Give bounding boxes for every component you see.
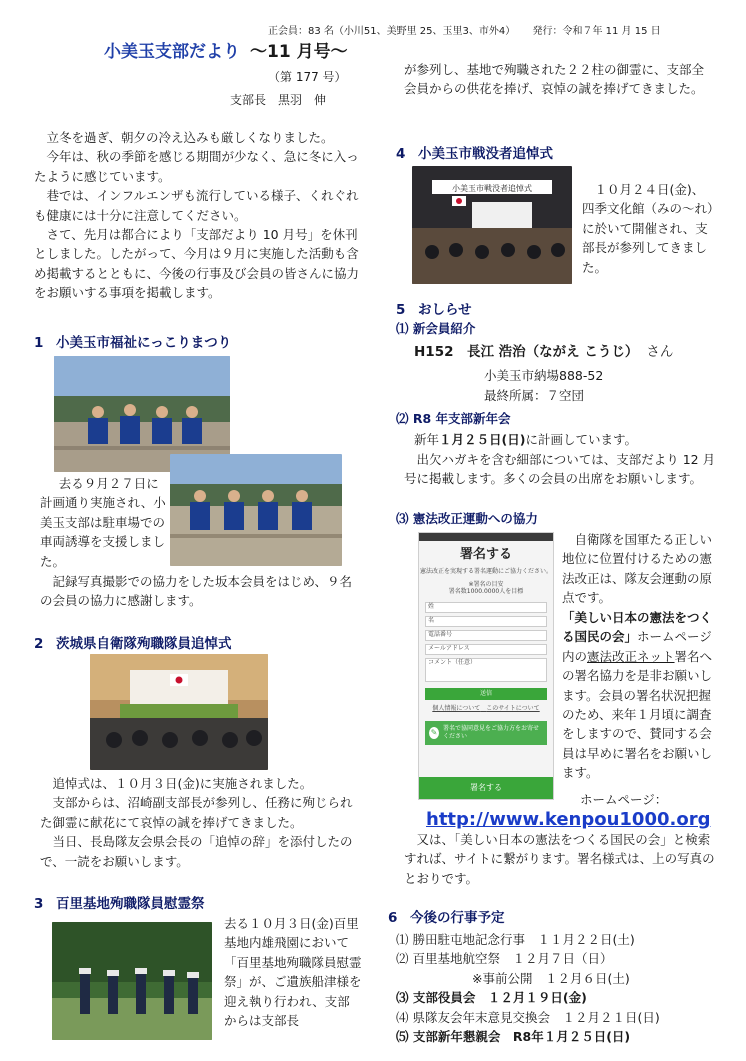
section-3-body: 去る１０月３日(金)百里基地内雄飛園において「百里基地殉職隊員慰霊祭」が、ご遺族船津様を迎え執り行われ、支部からは支部長 bbox=[224, 916, 362, 1028]
form-field-phone[interactable]: 電話番号 bbox=[425, 630, 547, 641]
event-date: １２月２１日(日) bbox=[562, 1009, 660, 1025]
schedule-item bbox=[396, 988, 716, 1007]
site-link[interactable]: このサイトについて bbox=[486, 705, 540, 713]
text: ホームページ内の bbox=[562, 629, 712, 664]
new-member-heading: ⑴ 新会員紹介 bbox=[396, 321, 476, 336]
form-field-email[interactable]: メールアドレス bbox=[425, 644, 547, 655]
event-name: ⑵ 百里基地航空祭 bbox=[396, 951, 500, 967]
issue-date: 発行：令和７年 11 月 15 日 bbox=[532, 26, 661, 37]
section-1-thanks: 記録写真撮影での協力をした坂本会員をはじめ、９名の会員の協力に感謝します。 bbox=[40, 574, 353, 609]
form-field-surname[interactable]: 姓 bbox=[425, 602, 547, 613]
schedule-item bbox=[396, 1027, 716, 1046]
text: 新年 bbox=[414, 432, 440, 447]
pencil-icon: ✎ bbox=[430, 727, 438, 737]
constitution-body: 自衛隊を国軍たる正しい地位に位置付けるための憲法改正は、隊友会運動の原点です。 bbox=[562, 532, 713, 606]
form-field-given[interactable]: 名 bbox=[425, 616, 547, 627]
form-topbar bbox=[419, 533, 553, 541]
signature-form-screenshot bbox=[418, 532, 554, 800]
schedule-item bbox=[396, 930, 716, 949]
event-date: １２月１９日(金) bbox=[487, 990, 587, 1006]
section-title: 小美玉市福祉にっこりまつり bbox=[56, 335, 232, 351]
memorial-ceremony-photo bbox=[90, 654, 268, 770]
title-month: ～11 月号～ bbox=[250, 42, 348, 62]
section-2-heading bbox=[34, 634, 232, 654]
homepage-label: ホームページ： bbox=[580, 792, 668, 807]
intro-paragraph: 今年は、秋の季節を感じる期間が少なく、急に冬に入ったように感じています。 bbox=[34, 149, 359, 184]
new-year-party-body: 出欠ハガキを含む細部については、支部だより 12 月号に掲載します。多くの会員の出席をお願いします。 bbox=[404, 452, 716, 487]
constitution-body-2 bbox=[562, 608, 718, 782]
section-4-body: １０月２４日(金)、四季文化館（みの～れ）に於いて開催され、支部長が参列してきました。 bbox=[582, 182, 714, 275]
issue-number: （第 177 号） bbox=[268, 70, 347, 84]
schedule-item bbox=[396, 949, 716, 968]
new-member-name bbox=[414, 342, 673, 362]
war-memorial-ceremony-photo bbox=[412, 166, 572, 284]
newsletter-title bbox=[104, 40, 348, 66]
kenpou-net-link[interactable]: 憲法改正ネット bbox=[587, 648, 675, 664]
intro-paragraph: 立冬を過ぎ、朝夕の冷え込みも厳しくなりました。 bbox=[46, 130, 334, 145]
event-name: ※事前公開 bbox=[472, 970, 533, 986]
schedule-item bbox=[396, 969, 716, 988]
section-1-body: 去る９月２７日に計画通り実施され、小美玉支部は駐車場での車両誘導を支援しました。 bbox=[40, 476, 166, 569]
event-name: ⑸ 支部新年懇親会 bbox=[396, 1028, 501, 1044]
section-3-continued: が参列し、基地で殉職された２２柱の御霊に、支部全会員からの供花を捧げ、哀悼の誠を捧げてきました。 bbox=[404, 62, 705, 97]
section-1-heading bbox=[34, 333, 231, 353]
section-2-paragraph: 支部からは、沼崎副支部長が参列し、任務に殉じられた御霊に献花にて哀悼の誠を捧げてきました。 bbox=[40, 795, 353, 830]
form-footer-sign-button[interactable]: 署名する bbox=[419, 777, 553, 799]
event-date: １１月２２日(土) bbox=[537, 932, 635, 947]
section-2-paragraph: 当日、長島隊友会県会長の「追悼の辞」を添付したので、一読をお願いします。 bbox=[40, 834, 353, 869]
event-date: １２月６日(土) bbox=[545, 970, 630, 986]
section-6-heading bbox=[388, 908, 505, 928]
constitution-search-note: 又は、「美しい日本の憲法をつくる国民の会」と検索すれば、サイトに繋がります。署名様式は、上の写真のとおりです。 bbox=[404, 832, 715, 886]
member-count: 正会員：83 名（小川51、美野里 25、玉里3、市外4） bbox=[268, 26, 516, 37]
section-number: 6 bbox=[388, 910, 398, 926]
form-submit-button[interactable]: 送信 bbox=[425, 688, 547, 700]
section-3-heading bbox=[34, 894, 205, 914]
section-number: 4 bbox=[396, 146, 406, 162]
event-name: ⑶ 支部役員会 bbox=[396, 990, 476, 1006]
new-member-unit: 最終所属：７空団 bbox=[484, 388, 585, 403]
section-4-heading bbox=[396, 144, 553, 164]
form-note: 憲法改正を実現する署名運動にご協力ください。 bbox=[419, 567, 552, 575]
text: に計画しています。 bbox=[525, 432, 637, 447]
section-title: 百里基地殉職隊員慰霊祭 bbox=[56, 896, 205, 912]
section-number: 3 bbox=[34, 896, 44, 912]
schedule-list bbox=[396, 930, 716, 1046]
section-2-body bbox=[40, 774, 360, 871]
author: 支部長 黒羽 伸 bbox=[230, 93, 327, 107]
form-message: 署名で協同意見をご協力方をお寄せください bbox=[443, 725, 540, 740]
form-field-comment[interactable]: コメント（任意） bbox=[425, 658, 547, 682]
section-title: おしらせ bbox=[418, 302, 472, 318]
section-number: 5 bbox=[396, 302, 406, 318]
festival-photo-2 bbox=[170, 454, 342, 566]
section-2-paragraph: 追悼式は、１０月３日(金)に実施されました。 bbox=[52, 776, 313, 791]
party-date: １月２５日(日) bbox=[439, 432, 526, 447]
section-title: 小美玉市戦没者追悼式 bbox=[418, 146, 553, 162]
intro bbox=[34, 128, 366, 302]
new-member-address: 小美玉市納場888-52 bbox=[484, 368, 604, 383]
form-heading: 署名する bbox=[459, 547, 512, 562]
new-year-party-date bbox=[414, 430, 637, 449]
form-note: ※署名の目安 bbox=[468, 580, 504, 588]
section-number: 1 bbox=[34, 335, 44, 351]
event-date: １２月７日（日） bbox=[512, 951, 613, 967]
member-name: H152 長江 浩治（ながえ こうじ） bbox=[414, 344, 639, 360]
section-5-heading bbox=[396, 300, 472, 320]
constitution-heading: ⑶ 憲法改正運動への協力 bbox=[396, 511, 538, 526]
hyakuri-memorial-photo bbox=[52, 922, 212, 1040]
form-message-banner bbox=[425, 721, 547, 745]
section-number: 2 bbox=[34, 636, 44, 652]
section-title: 今後の行事予定 bbox=[410, 910, 505, 926]
section-title: 茨城県自衛隊殉職隊員追悼式 bbox=[56, 636, 232, 652]
text: 署名への署名協力を是非お願いします。会員の署名状況把握のため、来年１月頃に調査をしますので、賛同する会員は早めに署名をお願いします。 bbox=[562, 648, 713, 780]
form-note: 署名数1000.0000人を目標 bbox=[448, 588, 524, 596]
schedule-item bbox=[396, 1008, 716, 1027]
header-meta bbox=[268, 24, 728, 39]
new-year-party-heading: ⑵ R8 年支部新年会 bbox=[396, 411, 511, 426]
member-honorific: さん bbox=[646, 344, 674, 360]
privacy-link[interactable]: 個人情報について bbox=[432, 705, 481, 713]
event-name: ⑷ 県隊友会年末意見交換会 bbox=[396, 1009, 550, 1025]
intro-paragraph: さて、先月は都合により「支部だより 10 月号」を休刊としました。したがって、今月は９月に実施した活動も含め掲載するとともに、今後の行事及び会員の皆さんに協力をお願いする事項を掲載します。 bbox=[34, 226, 360, 300]
title-text: 小美玉支部だより bbox=[104, 42, 240, 62]
form-link[interactable] bbox=[419, 705, 553, 713]
organization-name: 「美しい日本の憲法をつくる国民の会」 bbox=[562, 610, 713, 645]
event-name: ⑴ 勝田駐屯地記念行事 bbox=[396, 932, 525, 947]
memorial-banner-text: 小美玉市戦没者追悼式 bbox=[452, 184, 532, 193]
intro-paragraph: 巷では、インフルエンザも流行している様子、くれぐれも健康には十分に注意してください。 bbox=[34, 188, 359, 223]
homepage-url-link[interactable]: http://www.kenpou1000.org bbox=[426, 809, 711, 830]
event-date: R8年１月２５日(日) bbox=[512, 1028, 631, 1044]
